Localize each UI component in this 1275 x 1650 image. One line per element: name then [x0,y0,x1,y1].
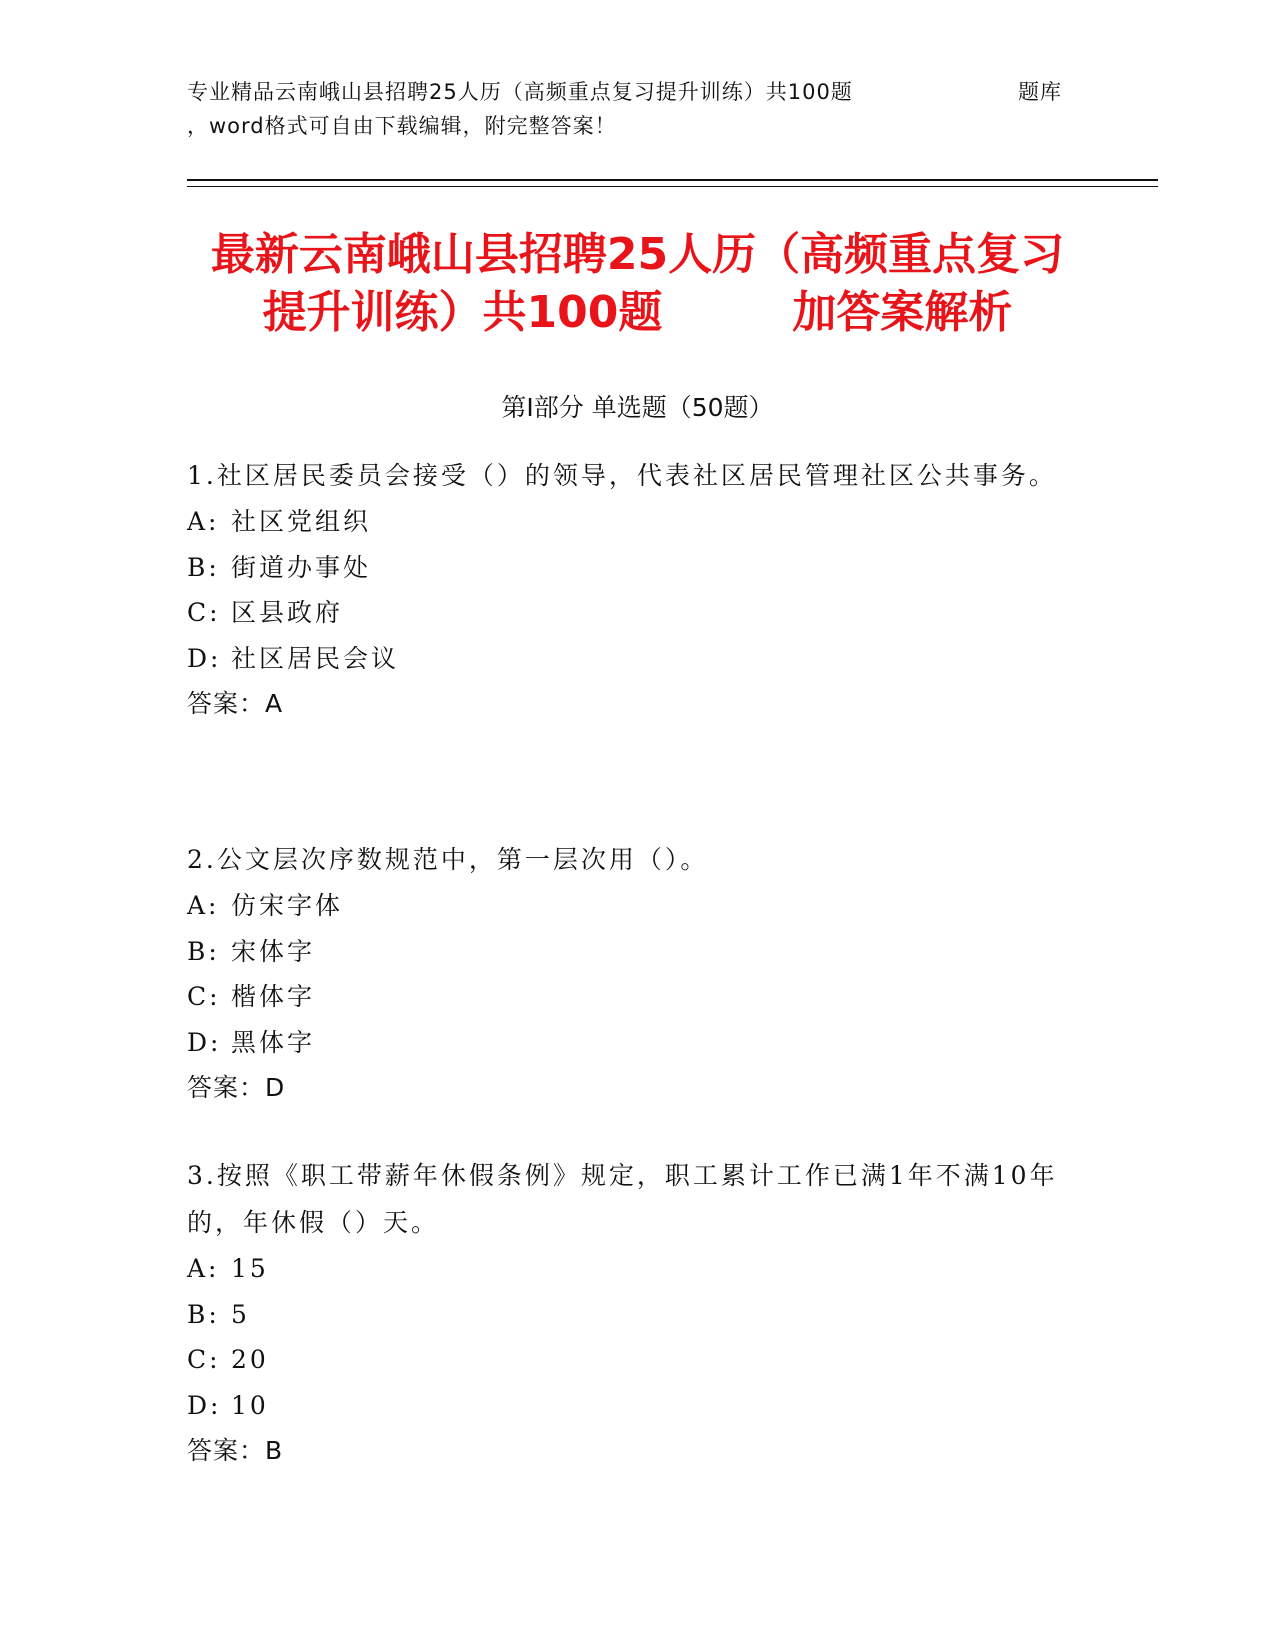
option-a [187,883,1067,929]
option-label: B: [187,936,220,966]
option-text: 社区党组织 [231,507,372,536]
option-text: 仿宋字体 [231,891,344,920]
option-text: 10 [231,1390,269,1420]
title-line-2-part-a: 提升训练）共100题 [262,287,663,338]
option-label: D: [187,1027,222,1057]
option-label: A: [187,507,220,536]
header-rule-thick [187,179,1158,181]
option-c [187,1337,1067,1383]
option-b [187,545,1067,591]
question-text: 2.公文层次序数规范中，第一层次用（）。 [187,845,709,874]
question-text: 1.社区居民委员会接受（）的领导，代表社区居民管理社区公共事务。 [187,461,1057,490]
option-b [187,1292,1067,1338]
header-rule-thin [187,186,1158,187]
option-text: 街道办事处 [231,552,372,582]
option-text: 20 [231,1345,269,1374]
option-text: 5 [231,1299,250,1329]
option-a [187,1246,1067,1292]
option-label: B: [187,1299,220,1329]
title-line-1: 最新云南峨山县招聘25人历（高频重点复习 [210,229,1065,280]
header-tag: 题库 [1018,80,1062,104]
option-d [187,1020,1067,1066]
option-text: 楷体字 [231,982,316,1011]
option-text: 区县政府 [231,598,344,627]
header-format-note: ，word格式可自由下载编辑，附完整答案！ [187,114,617,138]
question-text: 3.按照《职工带薪年休假条例》规定，职工累计工作已满1年不满10年的，年休假（）天。 [187,1161,1058,1237]
option-text: 宋体字 [231,936,316,966]
header-description-text: 专业精品云南峨山县招聘25人历（高频重点复习提升训练）共100题 [187,80,853,104]
option-d [187,636,1067,682]
option-label: B: [187,552,220,582]
option-label: C: [187,1345,221,1374]
option-c [187,974,1067,1020]
option-label: C: [187,598,221,627]
option-b [187,929,1067,975]
section-heading: 第Ⅰ部分 单选题（50题） [501,393,774,422]
option-text: 黑体字 [231,1027,316,1057]
answer: 答案：D [187,1073,286,1102]
header-doc-description [187,76,1087,106]
question-1 [187,452,1067,726]
question-2 [187,836,1067,1110]
question-3 [187,1152,1067,1473]
option-label: C: [187,982,221,1011]
option-label: A: [187,891,220,920]
title-line-2 [187,284,1088,342]
option-c [187,590,1067,636]
option-text: 社区居民会议 [231,643,400,673]
option-a [187,499,1067,545]
option-d [187,1383,1067,1429]
answer: 答案：B [187,1436,284,1465]
title-line-2-part-b: 加答案解析 [792,287,1013,338]
option-text: 15 [231,1254,269,1283]
option-label: A: [187,1254,220,1283]
answer: 答案：A [187,689,284,718]
option-label: D: [187,643,222,673]
page-title [187,226,1088,342]
option-label: D: [187,1390,222,1420]
